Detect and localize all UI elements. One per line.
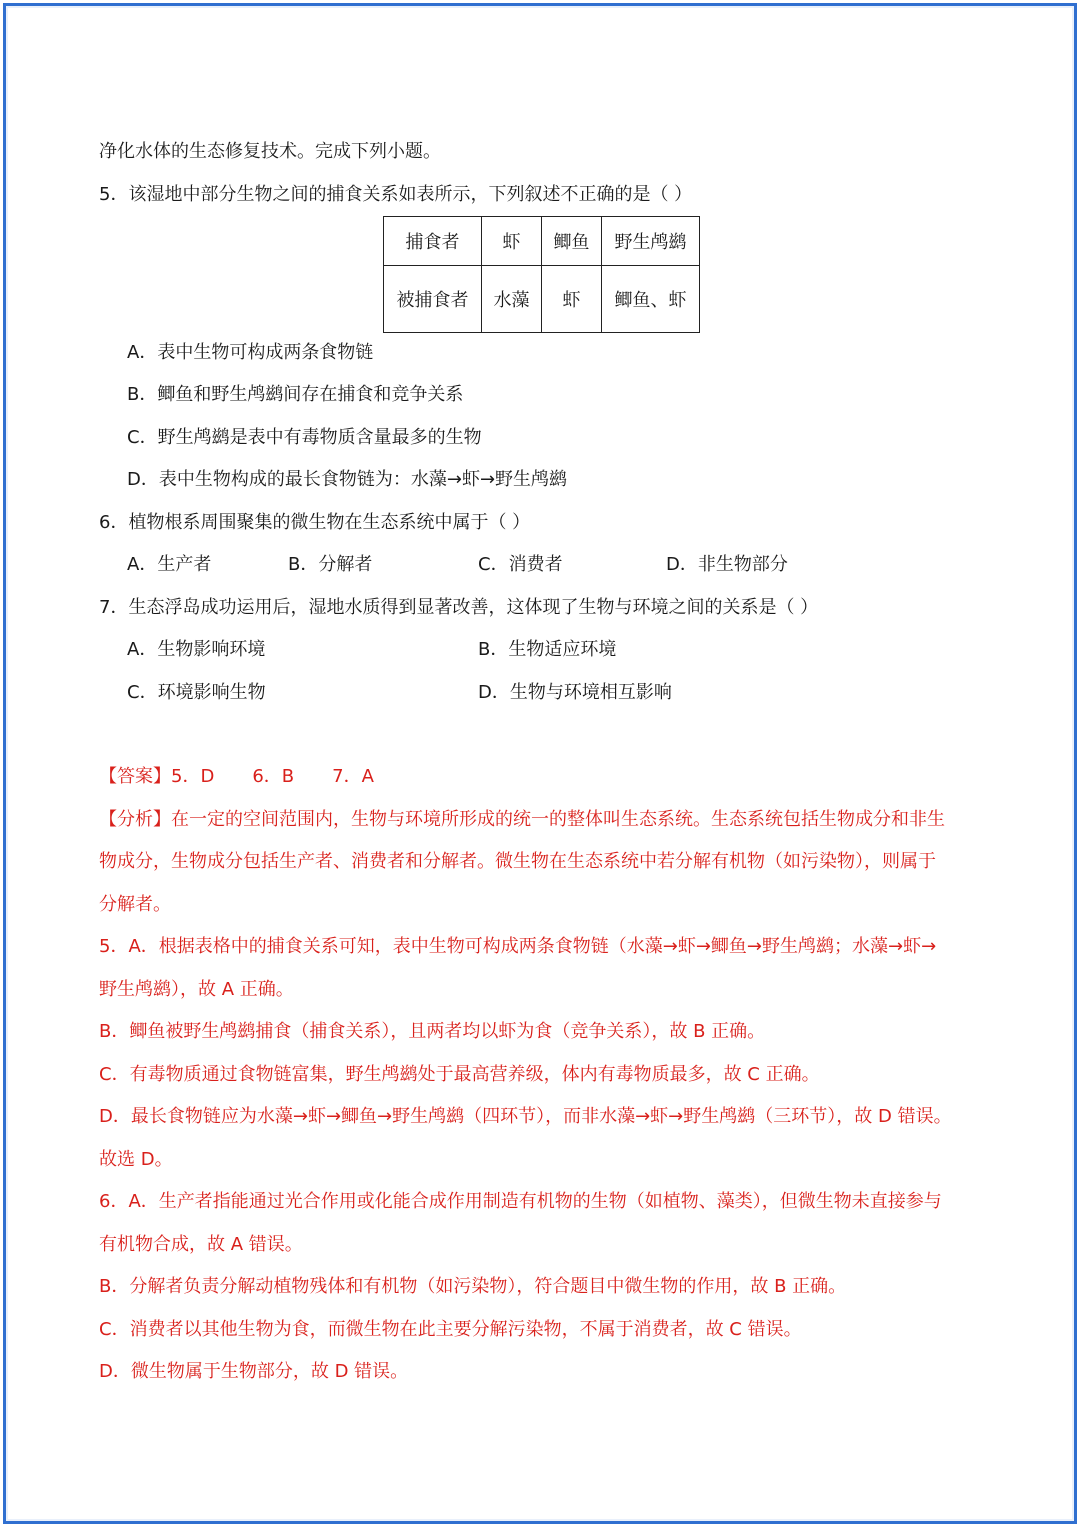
q6-option-d: D．非生物部分 — [666, 554, 788, 575]
table-cell: 鲫鱼 — [542, 217, 602, 266]
table-cell: 野生鸬鹚 — [602, 217, 700, 266]
q7-option-b: B．生物适应环境 — [478, 639, 617, 660]
question-7-stem: 7．生态浮岛成功运用后，湿地水质得到显著改善，这体现了生物与环境之间的关系是（ ） — [99, 597, 819, 618]
table-row — [384, 266, 700, 333]
analysis-line-12: B．分解者负责分解动植物残体和有机物（如污染物），符合题目中微生物的作用，故 B 正确。 — [99, 1276, 847, 1297]
predation-table — [383, 216, 700, 333]
analysis-line-2: 物成分，生物成分包括生产者、消费者和分解者。微生物在生态系统中若分解有机物（如污染物），则属于 — [99, 851, 936, 872]
q6-option-c: C．消费者 — [478, 554, 563, 575]
question-5-stem: 5．该湿地中部分生物之间的捕食关系如表所示，下列叙述不正确的是（ ） — [99, 184, 693, 205]
answer-7: 7．A — [332, 766, 374, 787]
analysis-line-8: D．最长食物链应为水藻→虾→鲫鱼→野生鸬鹚（四环节），而非水藻→虾→野生鸬鹚（三环节），故 D 错误。 — [99, 1106, 952, 1127]
answer-6: 6．B — [252, 766, 295, 787]
q5-option-b: B．鲫鱼和野生鸬鹚间存在捕食和竞争关系 — [127, 384, 464, 405]
analysis-line-14: D．微生物属于生物部分，故 D 错误。 — [99, 1361, 409, 1382]
analysis-line-4: 5．A．根据表格中的捕食关系可知，表中生物可构成两条食物链（水藻→虾→鲫鱼→野生鸬鹚；水藻→虾→ — [99, 936, 937, 957]
analysis-line-1 — [99, 808, 945, 832]
analysis-label: 【分析】 — [99, 809, 171, 830]
analysis-line-7: C．有毒物质通过食物链富集，野生鸬鹚处于最高营养级，体内有毒物质最多，故 C 正确。 — [99, 1064, 820, 1085]
q7-option-d: D．生物与环境相互影响 — [478, 682, 672, 703]
q5-option-c: C．野生鸬鹚是表中有毒物质含量最多的生物 — [127, 427, 482, 448]
q6-option-a: A．生产者 — [127, 554, 212, 575]
analysis-text: 在一定的空间范围内，生物与环境所形成的统一的整体叫生态系统。生态系统包括生物成分和非生 — [171, 809, 945, 830]
q5-option-d: D．表中生物构成的最长食物链为：水藻→虾→野生鸬鹚 — [127, 469, 568, 490]
answer-5: 5．D — [171, 766, 215, 787]
intro-text: 净化水体的生态修复技术。完成下列小题。 — [99, 141, 441, 162]
table-cell: 虾 — [542, 266, 602, 333]
table-cell: 水藻 — [482, 266, 542, 333]
analysis-line-10: 6．A．生产者指能通过光合作用或化能合成作用制造有机物的生物（如植物、藻类），但微生物未直接参与 — [99, 1191, 942, 1212]
q5-option-a: A．表中生物可构成两条食物链 — [127, 342, 374, 363]
table-cell: 捕食者 — [384, 217, 482, 266]
analysis-line-13: C．消费者以其他生物为食，而微生物在此主要分解污染物，不属于消费者，故 C 错误。 — [99, 1319, 802, 1340]
analysis-line-5: 野生鸬鹚），故 A 正确。 — [99, 979, 294, 1000]
question-6-stem: 6．植物根系周围聚集的微生物在生态系统中属于（ ） — [99, 512, 531, 533]
table-cell: 鲫鱼、虾 — [602, 266, 700, 333]
analysis-line-3: 分解者。 — [99, 894, 171, 915]
analysis-line-11: 有机物合成，故 A 错误。 — [99, 1234, 303, 1255]
q6-option-b: B．分解者 — [288, 554, 373, 575]
analysis-line-6: B．鲫鱼被野生鸬鹚捕食（捕食关系），且两者均以虾为食（竞争关系），故 B 正确。 — [99, 1021, 766, 1042]
answer-label: 【答案】 — [99, 766, 171, 787]
q7-option-c: C．环境影响生物 — [127, 682, 266, 703]
table-cell: 被捕食者 — [384, 266, 482, 333]
table-cell: 虾 — [482, 217, 542, 266]
q7-option-a: A．生物影响环境 — [127, 639, 266, 660]
table-row — [384, 217, 700, 266]
answer-line — [99, 765, 374, 789]
analysis-line-9: 故选 D。 — [99, 1149, 173, 1170]
